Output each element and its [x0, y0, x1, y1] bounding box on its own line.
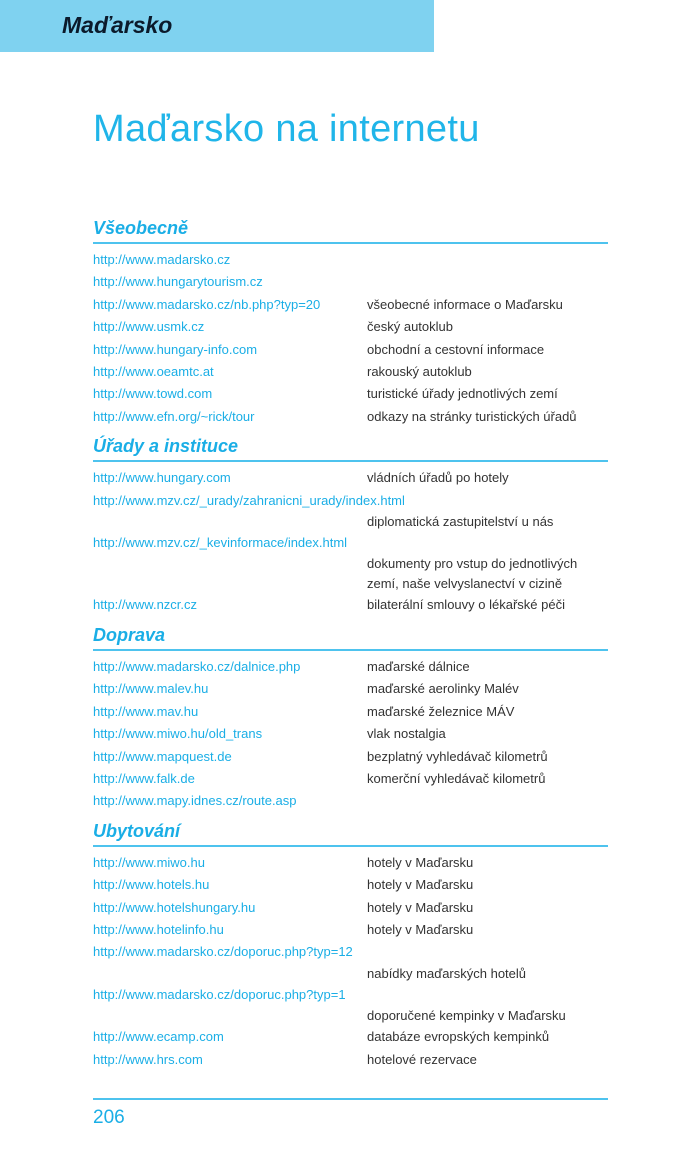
link-row: [93, 271, 608, 293]
link-description: bilaterální smlouvy o lékařské péči: [367, 597, 565, 613]
link-row: [93, 678, 608, 700]
link-description: diplomatická zastupitelství u nás: [367, 514, 554, 530]
link-row: [93, 1026, 608, 1048]
section-title: Doprava: [93, 623, 608, 651]
link-url[interactable]: http://www.madarsko.cz/dalnice.php: [93, 658, 301, 674]
link-description: maďarské dálnice: [367, 658, 470, 674]
link-url[interactable]: http://www.mapquest.de: [93, 748, 232, 764]
link-row: [93, 339, 608, 361]
link-description: [367, 271, 608, 293]
link-row: [93, 723, 608, 745]
link-row: [93, 467, 608, 489]
link-url[interactable]: http://www.hotelshungary.hu: [93, 899, 256, 915]
link-description: databáze evropských kempinků: [367, 1029, 550, 1045]
link-row: [93, 656, 608, 678]
link-url[interactable]: http://www.miwo.hu/old_trans: [93, 726, 263, 742]
page-number: 206: [93, 1107, 125, 1128]
link-description: maďarské železnice MÁV: [367, 703, 515, 719]
link-url[interactable]: http://www.hotelinfo.hu: [93, 921, 224, 937]
link-url[interactable]: http://www.usmk.cz: [93, 319, 205, 335]
link-row: [93, 532, 608, 554]
link-description: rakouský autoklub: [367, 364, 472, 380]
link-url[interactable]: http://www.mzv.cz/_kevinformace/index.html: [93, 535, 348, 551]
link-url[interactable]: http://www.madarsko.cz/doporuc.php?typ=1: [93, 986, 346, 1002]
link-url[interactable]: http://www.oeamtc.at: [93, 364, 214, 380]
section: [93, 216, 608, 428]
link-description: bezplatný vyhledávač kilometrů: [367, 748, 548, 764]
running-header-label: Maďarsko: [62, 12, 173, 38]
link-row: [93, 941, 608, 963]
link-row: [93, 790, 608, 812]
page-title: Maďarsko na internetu: [93, 108, 480, 150]
link-row: [93, 897, 608, 919]
link-url[interactable]: http://www.mapy.idnes.cz/route.asp: [93, 793, 297, 809]
link-description: [367, 790, 608, 812]
link-description: hotelové rezervace: [367, 1051, 477, 1067]
link-url[interactable]: http://www.madarsko.cz/doporuc.php?typ=12: [93, 944, 353, 960]
link-description: maďarské aerolinky Malév: [367, 681, 519, 697]
section: [93, 623, 608, 813]
footer-divider: [93, 1098, 608, 1100]
link-url[interactable]: http://www.ecamp.com: [93, 1029, 224, 1045]
link-row: [93, 874, 608, 896]
link-description: hotely v Maďarsku: [367, 921, 474, 937]
link-description: český autoklub: [367, 319, 453, 335]
link-row: [93, 383, 608, 405]
link-description: hotely v Maďarsku: [367, 877, 474, 893]
link-description: [367, 249, 608, 271]
link-url[interactable]: http://www.falk.de: [93, 770, 195, 786]
link-url[interactable]: http://www.miwo.hu: [93, 854, 205, 870]
link-row: [93, 249, 608, 271]
link-description: hotely v Maďarsku: [367, 899, 474, 915]
link-url[interactable]: http://www.hrs.com: [93, 1051, 203, 1067]
link-row: [93, 406, 608, 428]
section-title: Všeobecně: [93, 216, 608, 244]
section: [93, 819, 608, 1071]
link-url[interactable]: http://www.madarsko.cz: [93, 252, 231, 267]
link-url[interactable]: http://www.hungary-info.com: [93, 341, 258, 357]
link-url[interactable]: http://www.malev.hu: [93, 681, 209, 697]
link-description: vládních úřadů po hotely: [367, 470, 509, 486]
link-row: [93, 594, 608, 616]
link-row: [93, 746, 608, 768]
link-row: [93, 701, 608, 723]
link-row: [93, 768, 608, 790]
link-description: turistické úřady jednotlivých zemí: [367, 386, 558, 402]
section: [93, 434, 608, 617]
link-url[interactable]: http://www.hungary.com: [93, 470, 231, 486]
link-description: odkazy na stránky turistických úřadů: [367, 408, 577, 424]
link-url[interactable]: http://www.hotels.hu: [93, 877, 210, 893]
link-url[interactable]: http://www.hungarytourism.cz: [93, 274, 263, 290]
link-description: komerční vyhledávač kilometrů: [367, 770, 546, 786]
link-url[interactable]: http://www.efn.org/~rick/tour: [93, 408, 255, 424]
link-row: [93, 852, 608, 874]
link-directory: [93, 216, 608, 1077]
link-row: [93, 490, 608, 512]
running-header: [0, 0, 434, 52]
link-description: vlak nostalgia: [367, 726, 446, 742]
link-url[interactable]: http://www.mzv.cz/_urady/zahranicni_urady/index.html: [93, 492, 405, 508]
link-row: [93, 361, 608, 383]
link-row: [93, 984, 608, 1006]
link-description: hotely v Maďarsku: [367, 854, 474, 870]
link-row: [93, 1049, 608, 1071]
link-description: dokumenty pro vstup do jednotlivých: [367, 556, 578, 572]
section-title: Úřady a instituce: [93, 434, 608, 462]
link-row: [93, 919, 608, 941]
link-url[interactable]: http://www.madarsko.cz/nb.php?typ=20: [93, 296, 321, 312]
link-url[interactable]: http://www.nzcr.cz: [93, 597, 198, 613]
link-description: doporučené kempinky v Maďarsku: [367, 1008, 566, 1024]
link-url[interactable]: http://www.mav.hu: [93, 703, 199, 719]
link-row: [93, 316, 608, 338]
link-description: nabídky maďarských hotelů: [367, 965, 527, 981]
link-description: všeobecné informace o Maďarsku: [367, 296, 563, 312]
link-description: zemí, naše velvyslanectví v cizině: [367, 576, 563, 592]
link-description: obchodní a cestovní informace: [367, 341, 545, 357]
section-title: Ubytování: [93, 819, 608, 847]
link-row: [93, 294, 608, 316]
link-url[interactable]: http://www.towd.com: [93, 386, 213, 402]
